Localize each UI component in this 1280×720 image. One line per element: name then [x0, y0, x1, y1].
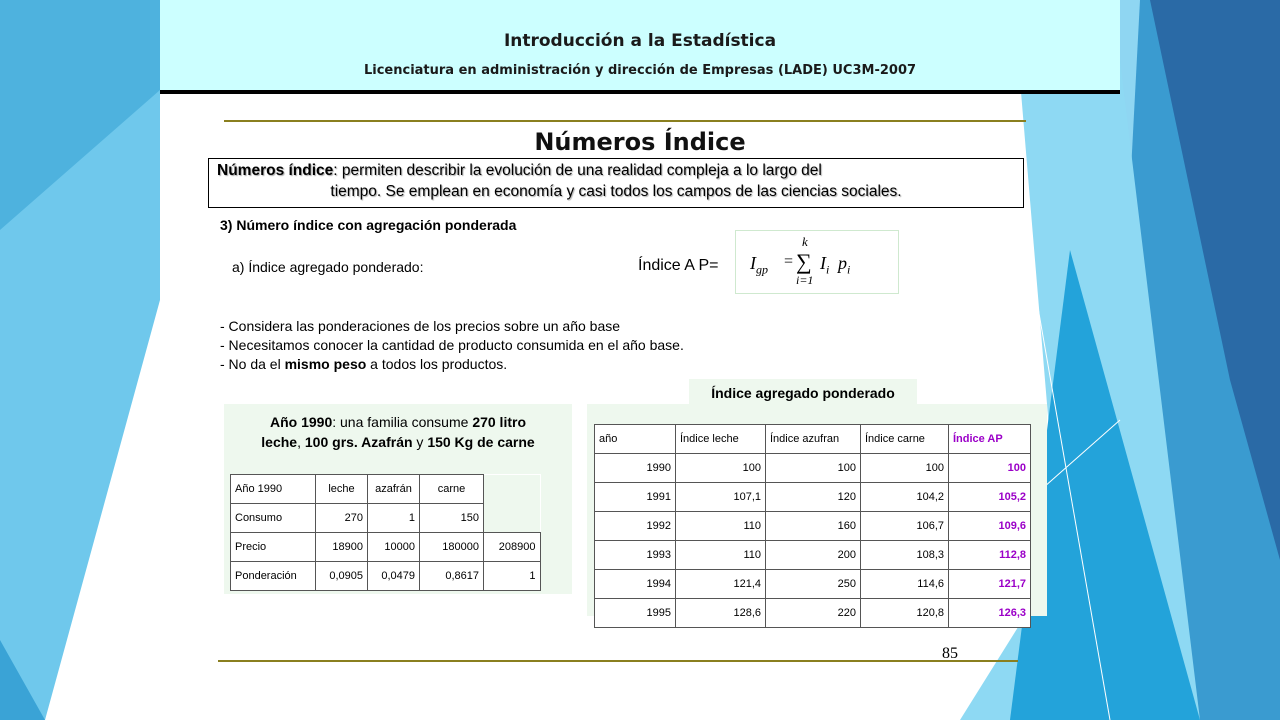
formula-lower-limit: i=1 — [796, 273, 814, 287]
table-cell: 1 — [484, 562, 541, 591]
definition-line1 — [217, 162, 822, 179]
table-cell: 120 — [766, 483, 861, 512]
formula-term-index: $I_i$ — [820, 253, 830, 277]
table-cell: 1994 — [595, 570, 676, 599]
table-cell: 104,2 — [861, 483, 949, 512]
index-table — [594, 424, 1031, 628]
table-header: azafrán — [368, 475, 420, 504]
table-cell: 1995 — [595, 599, 676, 628]
table-cell: 180000 — [420, 533, 484, 562]
table-row — [595, 425, 1031, 454]
left-panel — [224, 404, 572, 594]
slide-title: Números Índice — [534, 128, 746, 156]
table-row — [231, 475, 541, 504]
table-row — [231, 533, 541, 562]
formula-term-weight: $p_i$ — [838, 253, 851, 277]
table-cell: 208900 — [484, 533, 541, 562]
table-cell: Precio — [231, 533, 316, 562]
table-cell: 121,4 — [676, 570, 766, 599]
right-panel — [587, 404, 1047, 619]
table-cell: 1990 — [595, 454, 676, 483]
consumption-table — [230, 474, 541, 591]
right-table-title: Índice agregado ponderado — [689, 379, 917, 405]
formula-box — [735, 230, 899, 294]
table-header: Índice carne — [861, 425, 949, 454]
definition-line1-text: : permiten describir la evolución de una realidad compleja a lo largo del — [333, 162, 822, 179]
bottom-divider — [218, 660, 1018, 662]
table-cell: 0,0905 — [316, 562, 368, 591]
table-cell: 126,3 — [949, 599, 1031, 628]
top-divider — [224, 120, 1026, 122]
table-cell: 114,6 — [861, 570, 949, 599]
table-cell: 109,6 — [949, 512, 1031, 541]
family-description: Año 1990: una familia consume 270 litro leche, 100 grs. Azafrán y 150 Kg de carne — [261, 414, 535, 450]
table-cell: 121,7 — [949, 570, 1031, 599]
definition-term: Números índice — [217, 162, 334, 179]
table-cell: 1993 — [595, 541, 676, 570]
formula-lhs: $I_{gp}$ — [750, 253, 768, 277]
formula-sigma: ∑ — [796, 249, 812, 274]
course-subtitle: Licenciatura en administración y dirección de Empresas (LADE) UC3M-2007 — [363, 63, 917, 78]
sub-heading: a) Índice agregado ponderado: — [232, 259, 424, 275]
table-cell: 128,6 — [676, 599, 766, 628]
table-cell: 100 — [861, 454, 949, 483]
table-cell: 1 — [368, 504, 420, 533]
table-header: año — [595, 425, 676, 454]
table-cell: 120,8 — [861, 599, 949, 628]
definition-line2: tiempo. Se emplean en economía y casi todos los campos de las ciencias sociales. — [330, 183, 902, 200]
table-cell: 110 — [676, 512, 766, 541]
table-cell: 220 — [766, 599, 861, 628]
table-cell: 1992 — [595, 512, 676, 541]
table-cell: 0,0479 — [368, 562, 420, 591]
table-cell: 160 — [766, 512, 861, 541]
section-heading: 3) Número índice con agregación ponderada — [220, 217, 517, 233]
table-cell: 1991 — [595, 483, 676, 512]
slide-header — [160, 0, 1120, 94]
bullet-3: - No da el mismo peso a todos los productos. — [220, 356, 508, 372]
table-cell: 200 — [766, 541, 861, 570]
table-cell: 108,3 — [861, 541, 949, 570]
table-cell: Ponderación — [231, 562, 316, 591]
table-row — [595, 483, 1031, 512]
table-cell: 250 — [766, 570, 861, 599]
table-empty-cell — [484, 504, 541, 533]
formula-label: Índice A P= — [638, 257, 719, 274]
table-empty-cell — [484, 475, 541, 504]
table-row — [595, 570, 1031, 599]
course-title: Introducción a la Estadística — [503, 31, 777, 51]
table-cell: 0,8617 — [420, 562, 484, 591]
table-row — [231, 562, 541, 591]
table-row — [595, 454, 1031, 483]
table-header: Año 1990 — [231, 475, 316, 504]
table-cell: 150 — [420, 504, 484, 533]
table-header: carne — [420, 475, 484, 504]
table-cell: 100 — [766, 454, 861, 483]
table-cell: 106,7 — [861, 512, 949, 541]
table-cell: 10000 — [368, 533, 420, 562]
table-cell: 107,1 — [676, 483, 766, 512]
table-cell: 112,8 — [949, 541, 1031, 570]
table-header: Índice AP — [949, 425, 1031, 454]
table-cell: 110 — [676, 541, 766, 570]
table-header: leche — [316, 475, 368, 504]
bullet-2: - Necesitamos conocer la cantidad de producto consumida en el año base. — [220, 337, 684, 353]
table-header: Índice leche — [676, 425, 766, 454]
formula-equals: = — [784, 253, 794, 270]
table-cell: 105,2 — [949, 483, 1031, 512]
bullet-1: - Considera las ponderaciones de los precios sobre un año base — [220, 318, 621, 334]
page-number: 85 — [942, 645, 958, 662]
table-row — [231, 504, 541, 533]
table-cell: Consumo — [231, 504, 316, 533]
table-cell: 270 — [316, 504, 368, 533]
table-header: Índice azufran — [766, 425, 861, 454]
formula-upper-limit: k — [802, 234, 808, 249]
table-row — [595, 541, 1031, 570]
table-row — [595, 599, 1031, 628]
table-row — [595, 512, 1031, 541]
table-cell: 100 — [676, 454, 766, 483]
definition-box — [208, 158, 1024, 208]
table-cell: 100 — [949, 454, 1031, 483]
table-cell: 18900 — [316, 533, 368, 562]
